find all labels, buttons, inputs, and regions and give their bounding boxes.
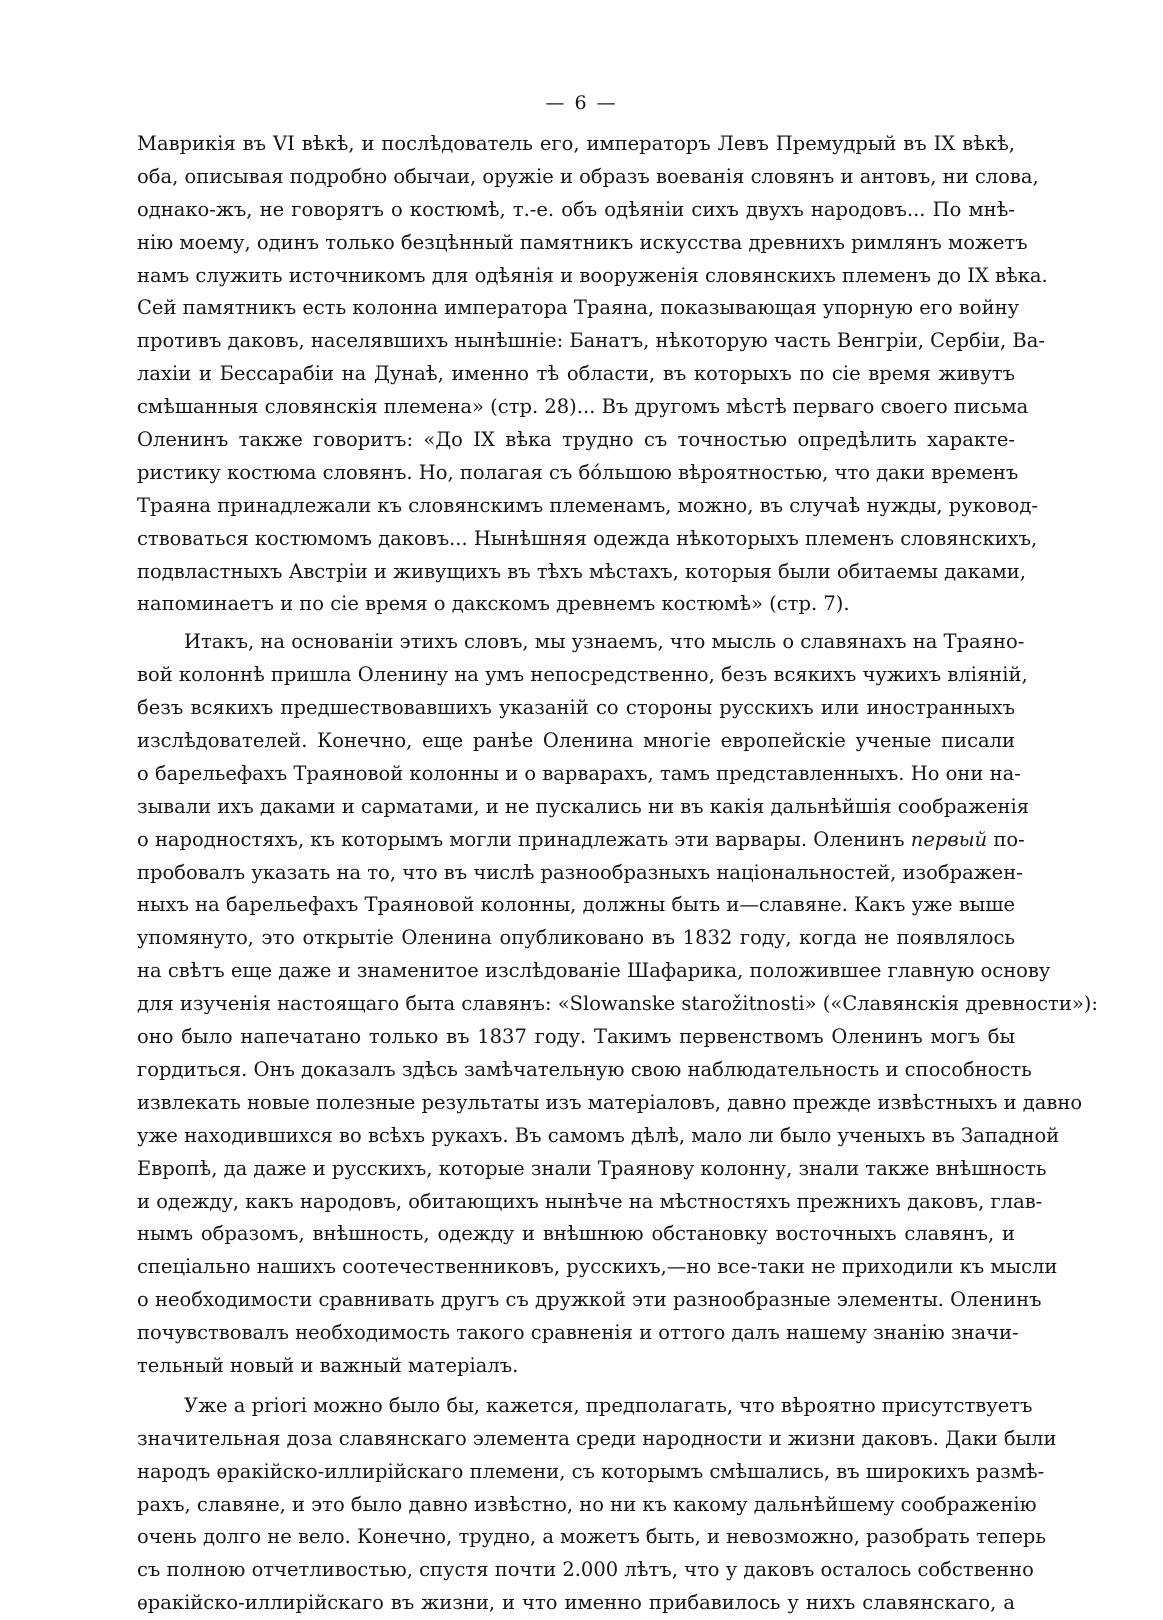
- text-line: вой колоннѣ пришла Оленину на умъ непосредственно, безъ всякихъ чужихъ вліяній,: [137, 663, 1028, 687]
- body-text: [137, 128, 1098, 1620]
- text-line: Оленинъ также говоритъ: «До IX вѣка трудно съ точностью опредѣлить характе-: [137, 428, 1015, 452]
- text-line: Уже a priori можно было бы, кажется, предполагать, что вѣроятно присутствуетъ: [184, 1393, 1033, 1417]
- text-line: Европѣ, да даже и русскихъ, которые знали Траянову колонну, знали также внѣшность: [137, 1156, 1047, 1180]
- paragraph-gap: [137, 1383, 1015, 1390]
- text-line: подвластныхъ Австріи и живущихъ въ тѣхъ мѣстахъ, которыя были обитаемы даками,: [137, 559, 1026, 583]
- paragraph-1: [137, 128, 1048, 621]
- paragraph-3: [137, 1390, 1057, 1620]
- text-line: смѣшанныя словянскія племена» (стр. 28)... Въ другомъ мѣстѣ перваго своего письма: [137, 395, 1029, 419]
- text-line: намъ служить источникомъ для одѣянія и вооруженія словянскихъ племенъ до IX вѣка.: [137, 263, 1048, 287]
- text-line: Маврикія въ VI вѣкѣ, и послѣдователь его, императоръ Левъ Премудрый въ IX вѣкѣ,: [137, 132, 1015, 155]
- paragraph-2: [137, 626, 1098, 1382]
- text-line: оно было напечатано только въ 1837 году. Такимъ первенствомъ Оленинъ могъ бы: [137, 1025, 1015, 1049]
- text-line-with-italic: [137, 824, 1025, 857]
- text-line: пробовалъ указать на то, что въ числѣ разнообразныхъ національностей, изображен-: [137, 860, 1023, 884]
- text-line: почувствовалъ необходимость такого сравненія и оттого далъ нашему знанію значи-: [137, 1321, 1019, 1345]
- text-line: противъ даковъ, населявшихъ нынѣшніе: Банатъ, нѣкоторую часть Венгріи, Сербіи, Ва-: [137, 329, 1045, 353]
- italic-word: первый: [910, 827, 988, 851]
- text-line: изслѣдователей. Конечно, еще ранѣе Оленина многіе европейскіе ученые писали: [137, 729, 1015, 753]
- text-line: ствоваться костюмомъ даковъ... Нынѣшняя одежда нѣкоторыхъ племенъ словянскихъ,: [137, 526, 1038, 550]
- text-line: ристику костюма словянъ. Но, полагая съ бо́льшою вѣроятностью, что даки временъ: [137, 460, 1019, 484]
- text-line: безъ всякихъ предшествовавшихъ указаній со стороны русскихъ или иностранныхъ: [137, 696, 1015, 720]
- text-line: зывали ихъ даками и сарматами, и не пускались ни въ какія дальнѣйшія соображенія: [137, 794, 1030, 818]
- text-line: гордиться. Онъ доказалъ здѣсь замѣчательную свою наблюдательность и способность: [137, 1057, 1032, 1081]
- text-line: Сей памятникъ есть колонна императора Траяна, показывающая упорную его войну: [137, 296, 1020, 320]
- text-line: уже находившихся во всѣхъ рукахъ. Въ самомъ дѣлѣ, мало ли было ученыхъ въ Западной: [137, 1123, 1060, 1147]
- text-line: лахіи и Бессарабіи на Дунаѣ, именно тѣ области, въ которыхъ по сіе время живутъ: [137, 362, 1015, 386]
- text-line: ныхъ на барельефахъ Траяновой колонны, должны быть и—славяне. Какъ уже выше: [137, 893, 1015, 917]
- text-line: значительная доза славянскаго элемента среди народности и жизни даковъ. Даки были: [137, 1426, 1057, 1450]
- text-line: упомянуто, это открытіе Оленина опубликовано въ 1832 году, когда не появлялось: [137, 926, 1015, 950]
- text-line: извлекать новые полезные результаты изъ матеріаловъ, давно прежде извѣстныхъ и давно: [137, 1090, 1083, 1114]
- text-line: ѳракійско-иллирійскаго въ жизни, и что именно прибавилось у нихъ славянскаго, а: [137, 1591, 1015, 1615]
- text-line: очень долго не вело. Конечно, трудно, а можетъ быть, и невозможно, разобрать теперь: [137, 1525, 1046, 1549]
- text-line: рахъ, славяне, и это было давно извѣстно, но ни къ какому дальнѣйшему соображенію: [137, 1492, 1037, 1516]
- text-line: напоминаетъ и по сіе время о дакскомъ древнемъ костюмѣ» (стр. 7).: [137, 592, 850, 616]
- text-line: оба, описывая подробно обычаи, оружіе и образъ воеванія словянъ и антовъ, ни слова,: [137, 164, 1039, 188]
- text-line: на свѣтъ еще даже и знаменитое изслѣдованіе Шафарика, положившее главную основу: [137, 959, 1051, 983]
- text-line: для изученія настоящаго быта славянъ: «Slowanske starožitnosti» («Славянскія древности»):: [137, 992, 1098, 1016]
- page-number: — 6 —: [545, 92, 618, 114]
- text-line: о необходимости сравнивать другъ съ дружкой эти разнообразные элементы. Оленинъ: [137, 1288, 1042, 1312]
- text-line: съ полною отчетливостью, спустя почти 2.000 лѣтъ, что у даковъ осталось собственно: [137, 1558, 1034, 1582]
- text-line: нію моему, одинъ только безцѣнный памятникъ искусства древнихъ римлянъ можетъ: [137, 230, 1028, 254]
- text-line: о барельефахъ Траяновой колонны и о варварахъ, тамъ представленныхъ. Но они на-: [137, 761, 1021, 785]
- text-line: нымъ образомъ, внѣшность, одежду и внѣшнюю обстановку восточныхъ славянъ, и: [137, 1222, 1015, 1246]
- text-segment: по-: [987, 827, 1025, 851]
- text-line: тельный новый и важный матеріалъ.: [137, 1353, 519, 1377]
- text-line: спеціально нашихъ соотечественниковъ, русскихъ,—но все-таки не приходили къ мысли: [137, 1255, 1058, 1279]
- text-line: и одежду, какъ народовъ, обитающихъ нынѣче на мѣстностяхъ прежнихъ даковъ, глав-: [137, 1189, 1043, 1213]
- text-line: народъ ѳракійско-иллирійскаго племени, съ которымъ смѣшались, въ широкихъ размѣ-: [137, 1459, 1045, 1483]
- text-line: Итакъ, на основаніи этихъ словъ, мы узнаемъ, что мысль о славянахъ на Траяно-: [184, 630, 1025, 654]
- text-segment: о народностяхъ, къ которымъ могли принадлежать эти варвары. Оленинъ: [137, 827, 911, 851]
- text-line: Траяна принадлежали къ словянскимъ племенамъ, можно, въ случаѣ нужды, руковод-: [137, 493, 1038, 517]
- text-line: однако-жъ, не говорятъ о костюмѣ, т.-е. объ одѣяніи сихъ двухъ народовъ... По мнѣ-: [137, 197, 1015, 221]
